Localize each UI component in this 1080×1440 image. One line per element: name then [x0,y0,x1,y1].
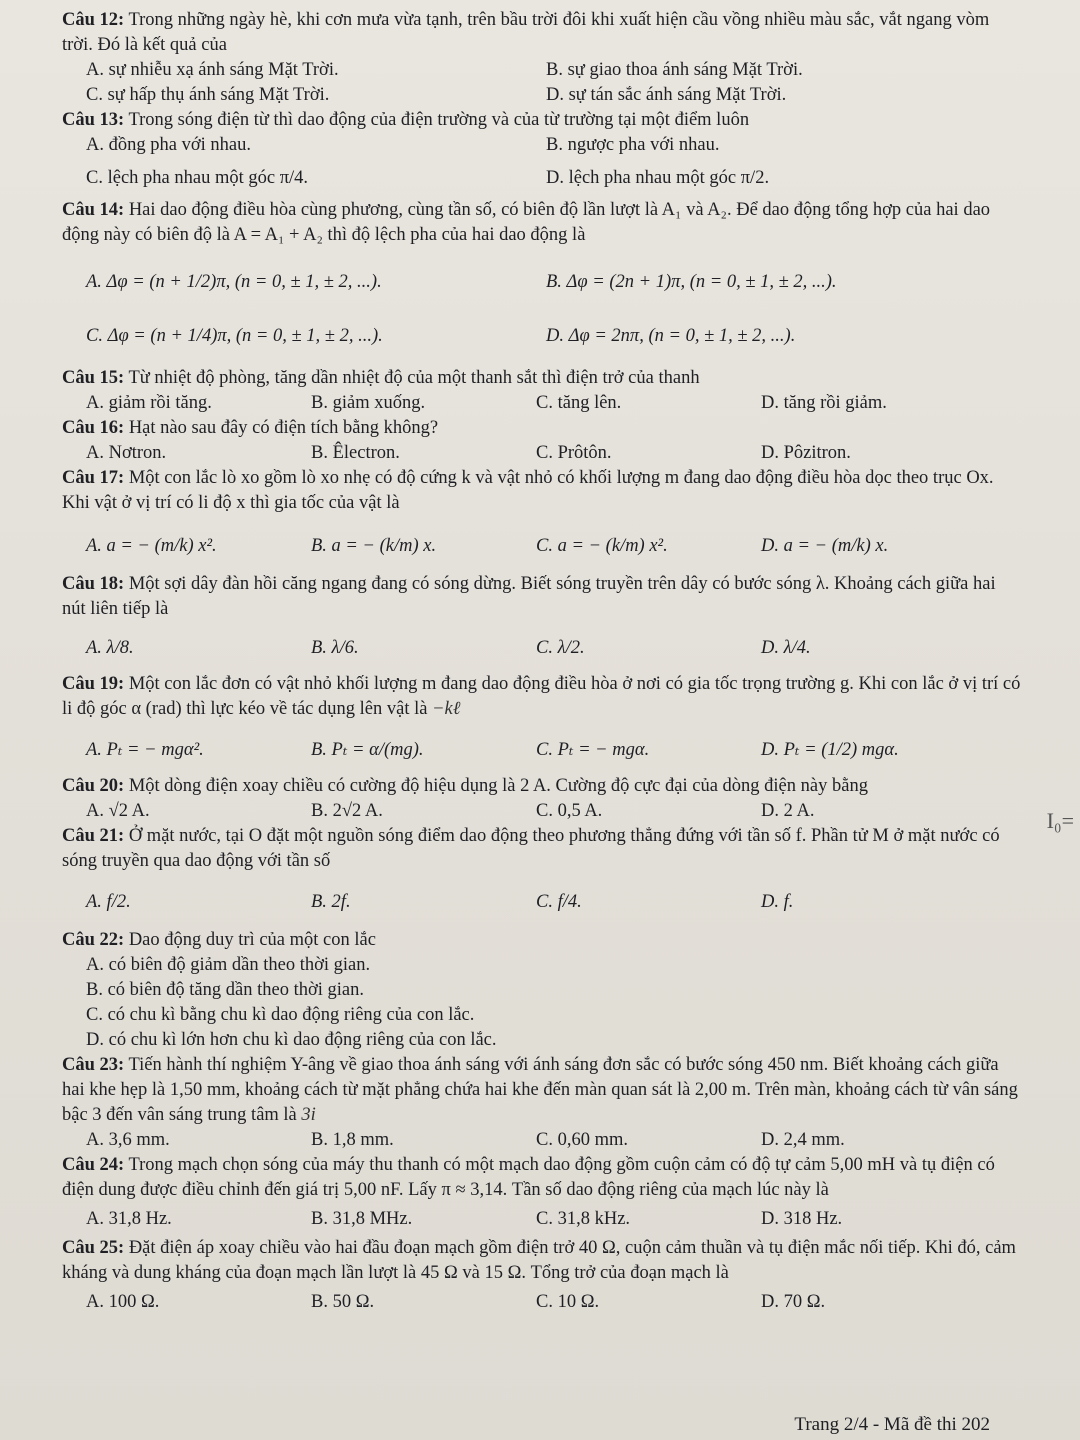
option-a: A. Δφ = (n + 1/2)π, (n = 0, ± 1, ± 2, ...). [86,272,382,292]
option-b-circled: B. 50 Ω. [311,1292,375,1312]
option-b-circled: B. Êlectron. [311,443,400,463]
question-label: Câu 23: [62,1055,125,1075]
options-row [62,526,1022,566]
options-row [62,391,1022,416]
option-c: C. tăng lên. [536,393,622,413]
option-a: A. 100 Ω. [86,1292,160,1312]
option-d: D. a = − (m/k) x. [761,536,889,556]
option-c: C. f/4. [536,892,582,912]
option-a: A. sự nhiễu xạ ánh sáng Mặt Trời. [86,60,339,80]
option-d: D. λ/4. [761,638,811,658]
option-d: D. có chu kì lớn hơn chu kì dao động riêng của con lắc. [86,1030,497,1050]
option-d: D. lệch pha nhau một góc π/2. [546,168,770,188]
option-b-circled: B. 1,8 mm. [311,1130,394,1150]
option-b: B. λ/6. [311,638,359,658]
question-16 [62,416,1022,441]
question-label: Câu 12: [62,10,125,30]
question-stem: Trong những ngày hè, khi cơn mưa vừa tạnh, trên bầu trời đôi khi xuất hiện cầu vồng nhiều màu sắc, vắt ngang vòm trời. Đó là kết quả của [62,10,990,55]
option-d: D. 2 A. [761,801,815,821]
option-d-circled: D. Δφ = 2nπ, (n = 0, ± 1, ± 2, ...). [546,326,796,346]
question-stem: Đặt điện áp xoay chiều vào hai đầu đoạn mạch gồm điện trở 40 Ω, cuộn cảm thuần và tụ điện mắc nối tiếp. Khi đó, cảm kháng và dung kháng của đoạn mạch lần lượt là 45 Ω và 15 Ω. Tổng trở của đoạn mạch là [62,1238,1016,1283]
question-stem: Hạt nào sau đây có điện tích bằng không? [128,418,439,438]
option-b-circled: B. giảm xuống. [311,393,426,413]
options-row [62,262,1022,302]
question-label: Câu 15: [62,368,125,388]
option-a: A. λ/8. [86,638,134,658]
option-a: A. f/2. [86,892,131,912]
question-label: Câu 21: [62,826,125,846]
option-b: B. có biên độ tăng dần theo thời gian. [86,980,364,1000]
option-c: C. 0,5 A. [536,801,603,821]
question-label: Câu 22: [62,930,125,950]
question-15 [62,366,1022,391]
question-label: Câu 20: [62,776,125,796]
option-c-circled: C. Pₜ = − mgα. [536,740,650,760]
option-a-circled: A. đồng pha với nhau. [86,135,251,155]
question-stem: Một con lắc lò xo gồm lò xo nhẹ có độ cứng k và vật nhỏ có khối lượng m đang dao động điều hòa dọc theo trục Ox. Khi vật ở vị trí có li độ x thì gia tốc của vật là [62,468,994,513]
options-row [62,158,1022,198]
options-row [62,316,1022,356]
options-row [62,133,1022,158]
option-d: D. Pôzitron. [761,443,851,463]
question-20 [62,774,1022,799]
question-label: Câu 13: [62,110,125,130]
question-23 [62,1053,1022,1128]
option-d: D. 70 Ω. [761,1292,826,1312]
handwritten-margin-note: I₀= [1046,808,1074,833]
question-stem: Trong sóng điện từ thì dao động của điện trường và của từ trường tại một điểm luôn [128,110,750,130]
option-a: A. Pₜ = − mgα². [86,740,204,760]
options-row [62,799,1022,824]
option-a: A. giảm rồi tăng. [86,393,212,413]
question-stem: Dao động duy trì của một con lắc [128,930,376,950]
options-row [62,58,1022,83]
question-label: Câu 18: [62,574,125,594]
option-b: B. Δφ = (2n + 1)π, (n = 0, ± 1, ± 2, ...). [546,272,837,292]
options-row [62,441,1022,466]
option-a: A. a = − (m/k) x². [86,536,217,556]
option-c-circled: C. có chu kì bằng chu kì dao động riêng của con lắc. [86,1005,475,1025]
question-24 [62,1153,1022,1203]
option-d-circled: D. sự tán sắc ánh sáng Mặt Trời. [546,85,787,105]
option-c: C. 0,60 mm. [536,1130,628,1150]
option-c-circled: C. 31,8 kHz. [536,1209,631,1229]
question-stem: Một dòng điện xoay chiều có cường độ hiệu dụng là 2 A. Cường độ cực đại của dòng điện này bằng [128,776,868,796]
option-c: C. sự hấp thụ ánh sáng Mặt Trời. [86,85,330,105]
options-row [62,628,1022,668]
question-14 [62,198,1022,248]
question-list [62,8,1022,1315]
option-a: A. √2 A. [86,801,150,821]
option-b: B. 2f. [311,892,351,912]
options-row [62,1290,1022,1315]
options-row [62,1207,1022,1232]
option-b: B. Pₜ = α/(mg). [311,740,424,760]
option-c: C. 10 Ω. [536,1292,600,1312]
question-12 [62,8,1022,58]
option-d: D. 318 Hz. [761,1209,843,1229]
question-stem: Một sợi dây đàn hồi căng ngang đang có sóng dừng. Biết sóng truyền trên dây có bước sóng λ. Khoảng cách giữa hai nút liên tiếp là [62,574,996,619]
question-label: Câu 24: [62,1155,125,1175]
options-row [62,83,1022,108]
option-d: D. tăng rồi giảm. [761,393,887,413]
option-b-circled: B. 2√2 A. [311,801,383,821]
question-21 [62,824,1022,874]
option-c: C. Prôtôn. [536,443,612,463]
handwritten-note: −kℓ [432,699,461,719]
question-label: Câu 25: [62,1238,125,1258]
option-c: C. lệch pha nhau một góc π/4. [86,168,309,188]
option-b: B. ngược pha với nhau. [546,135,720,155]
options-row [62,882,1022,922]
option-a: A. 3,6 mm. [86,1130,170,1150]
option-b: B. 31,8 MHz. [311,1209,413,1229]
option-d: D. 2,4 mm. [761,1130,845,1150]
option-c: C. a = − (k/m) x². [536,536,668,556]
question-stem: Ở mặt nước, tại O đặt một nguồn sóng điểm dao động theo phương thẳng đứng với tần số f. Phần tử M ở mặt nước có sóng truyền qua dao động với tần số [62,826,1000,871]
question-label: Câu 14: [62,200,125,220]
question-label: Câu 17: [62,468,125,488]
option-a: A. có biên độ giảm dần theo thời gian. [86,955,371,975]
question-stem: Tiến hành thí nghiệm Y-âng về giao thoa ánh sáng với ánh sáng đơn sắc có bước sóng 450 nm. Biết khoảng cách giữa hai khe hẹp là 1,50 mm, khoảng cách từ mặt phẳng chứa hai khe đến màn quan sát là 2,00 m. Trên màn, khoảng cách từ vân sáng bậc 3 đến vân sáng trung tâm là [62,1055,1018,1125]
options-row [62,730,1022,770]
option-c: C. Δφ = (n + 1/4)π, (n = 0, ± 1, ± 2, ...). [86,326,383,346]
question-25 [62,1236,1022,1286]
question-stem: Trong mạch chọn sóng của máy thu thanh có một mạch dao động gồm cuộn cảm có độ tự cảm 5,00 mH và tụ điện có điện dung được điều chỉnh đến giá trị 5,00 nF. Lấy π ≈ 3,14. Tần số dao động riêng của mạch lúc này là [62,1155,995,1200]
option-b-circled: B. a = − (k/m) x. [311,536,437,556]
option-c-circled: C. λ/2. [536,638,585,658]
question-13 [62,108,1022,133]
question-stem: Một con lắc đơn có vật nhỏ khối lượng m đang dao động điều hòa ở nơi có gia tốc trọng trường g. Khi con lắc ở vị trí có li độ góc α (rad) thì lực kéo về tác dụng lên vật là [62,674,1021,719]
handwritten-note: 3i [301,1105,316,1125]
option-b: B. sự giao thoa ánh sáng Mặt Trời. [546,60,803,80]
option-a: A. 31,8 Hz. [86,1209,172,1229]
options-row [62,1128,1022,1153]
option-a: A. Nơtron. [86,443,167,463]
option-d-circled: D. f. [761,892,794,912]
page-footer: Trang 2/4 - Mã đề thi 202 [794,1414,990,1435]
question-label: Câu 16: [62,418,125,438]
question-17 [62,466,1022,516]
question-19 [62,672,1022,722]
question-22 [62,928,1022,953]
question-stem: Từ nhiệt độ phòng, tăng dần nhiệt độ của một thanh sắt thì điện trở của thanh [128,368,700,388]
question-stem: Hai dao động điều hòa cùng phương, cùng tần số, có biên độ lần lượt là A₁ và A₂. Để dao động tổng hợp của hai dao động này có biên độ là A = A₁ + A₂ thì độ lệch pha của hai dao động là [62,200,991,245]
question-label: Câu 19: [62,674,125,694]
question-18 [62,572,1022,622]
option-d: D. Pₜ = (1/2) mgα. [761,740,899,760]
